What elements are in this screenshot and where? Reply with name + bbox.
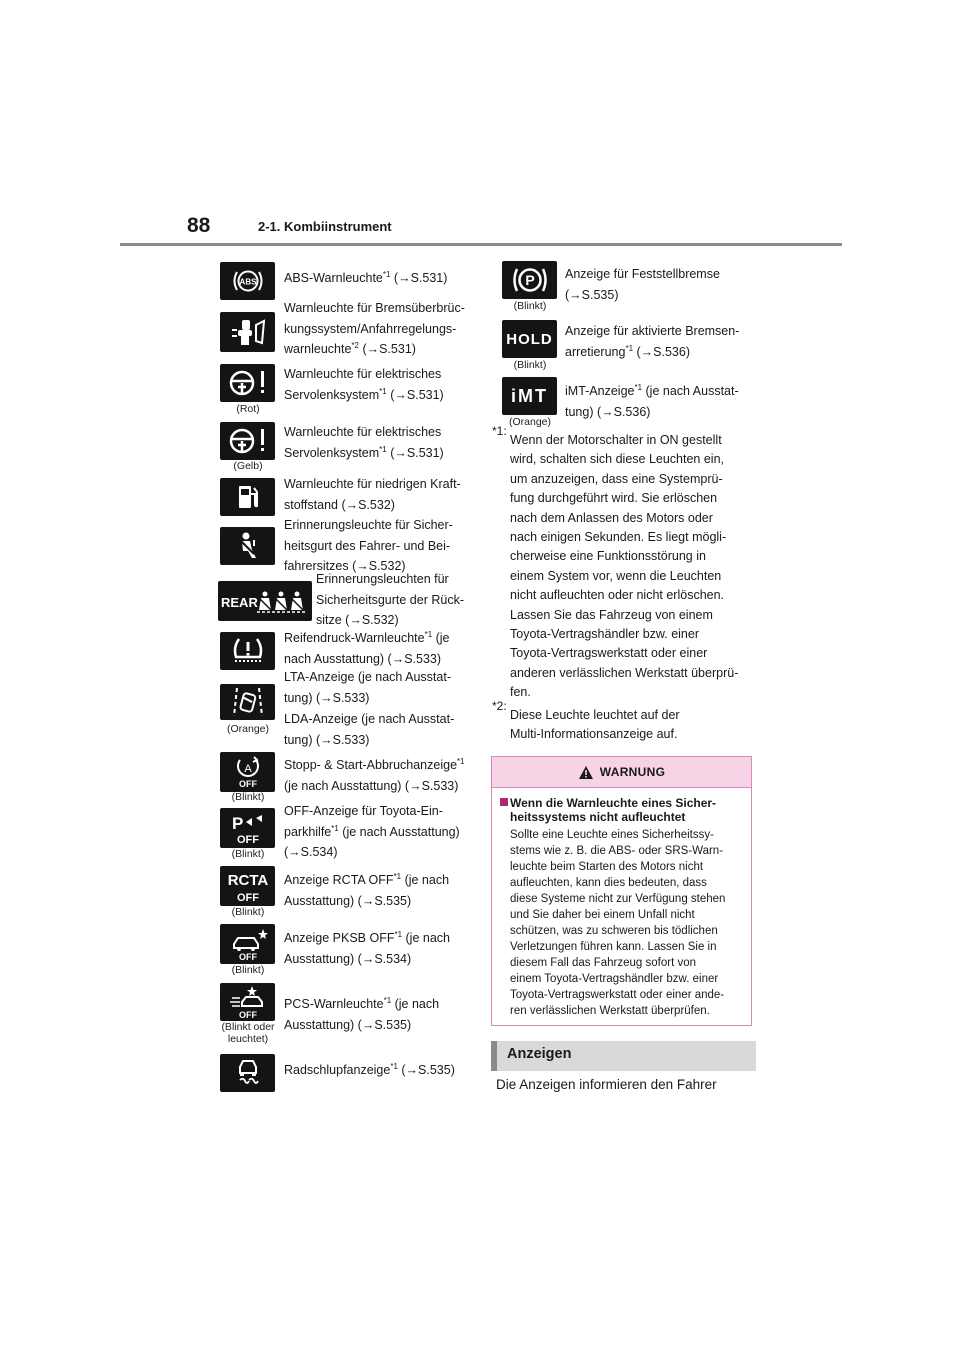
brake-override-warning-icon xyxy=(220,312,275,352)
icon-caption: (Blinkt) xyxy=(231,964,265,976)
warning-triangle-icon xyxy=(578,765,594,780)
section-title: Anzeigen xyxy=(507,1046,572,1062)
off-label: OFF xyxy=(238,1010,257,1020)
row-description: Warnleuchte für niedrigen Kraft- stoffstand (→S.532) xyxy=(284,477,461,512)
row-description: Erinnerungsleuchte für Sicher- heitsgurt des Fahrer- und Bei- fahrersitzes (→S.532) xyxy=(284,518,453,573)
abs-warning-icon xyxy=(220,262,275,300)
row-description: PCS-Warnleuchte$^{*1}$ (je nach Ausstattung) (→S.535) xyxy=(284,995,440,1032)
page-number: 88 xyxy=(187,214,211,237)
row-description: Erinnerungsleuchten für Sicherheitsgurte der Rück- sitze (→S.532) xyxy=(316,572,464,627)
warning-heading: WARNUNG xyxy=(599,765,666,779)
imt-icon xyxy=(502,377,557,415)
row-description: Warnleuchte für elektrisches Servolenksystem$^{*1}$ (→S.531) xyxy=(284,425,444,460)
icon-caption: (Orange) xyxy=(508,416,551,428)
icon-caption: (Blinkt) xyxy=(231,848,265,860)
stop-start-off-icon xyxy=(220,752,275,792)
row-description: Anzeige PKSB OFF$^{*1}$ (je nach Ausstattung) (→S.534) xyxy=(284,929,450,966)
rcta-label: RCTA xyxy=(227,872,268,889)
section-title-box xyxy=(491,1041,756,1071)
pksb-off-icon xyxy=(220,924,275,964)
icon-caption: (Blinkt) xyxy=(513,359,547,371)
pcs-warning-icon xyxy=(220,983,275,1021)
seatbelt-front-icon xyxy=(220,527,275,565)
row-description: Radschlupfanzeige$^{*1}$ (→S.535) xyxy=(284,1061,455,1077)
svg-text:P: P xyxy=(524,272,535,288)
seatbelt-rear-icon xyxy=(218,581,312,621)
parking-brake-icon xyxy=(502,261,557,299)
tire-pressure-icon xyxy=(220,632,275,670)
warning-box xyxy=(491,756,752,1026)
warning-body: Sollte eine Leuchte eines Sicherheitssy- stems wie z. B. die ABS- oder SRS-Warn- leuchte beim Starten des Motors nicht aufleuchten, kann dies bedeuten, dass diese Systeme nicht zur Verfügung stehen und Sie daher bei einem Unfall nicht schützen, was zu schweren bis tödlichen Verletzungen führen kann. Lassen Sie in diesem Fall das Fahrzeug sofort von einem Toyota-Vertragshändler bzw. einer Toyota-Vertragswerkstatt oder einer ande- ren verlässlichen Werkstatt überprüfen. xyxy=(510,829,726,1017)
fuel-warning-icon xyxy=(220,478,275,516)
icon-caption: (Blinkt) xyxy=(231,791,265,803)
footnote-2: *2: Diese Leuchte leuchtet auf der Multi-Informationsanzeige auf. xyxy=(492,699,680,742)
footnote-1: *1: Wenn der Motorschalter in ON gestellt wird, schalten sich diese Leuchten ein, um anzuzeigen, dass eine Systemprü- fung durchgeführt wird. Sie erlöschen nach dem Anlassen des Motors oder nach einigen Sekunden. Es liegt mögli- cherweise eine Funktionsstörung in einem System vor, wenn die Leuchten nicht aufleuchten oder nicht erlöschen. Lassen Sie das Fahrzeug von einem Toyota-Vertragshändler bzw. einer Toyota-Vertragswerkstatt oder einer anderen verlässlichen Werkstatt überprü- fen. xyxy=(492,424,739,700)
brake-hold-icon xyxy=(502,320,557,358)
row-description: Anzeige RCTA OFF$^{*1}$ (je nach Ausstattung) (→S.535) xyxy=(284,871,450,908)
imt-label: iMT xyxy=(511,385,548,406)
icon-caption: (Gelb) xyxy=(233,460,263,472)
row-description: OFF-Anzeige für Toyota-Ein- parkhilfe$^{*1}$ (je nach Ausstattung) (→S.534) xyxy=(284,804,460,859)
row-description: Reifendruck-Warnleuchte$^{*1}$ (je nach Ausstattung) (→S.533) xyxy=(284,629,450,666)
slip-indicator-icon xyxy=(220,1054,275,1092)
icon-caption: (Orange) xyxy=(226,723,269,735)
warning-header xyxy=(492,757,751,788)
off-label: OFF xyxy=(236,834,259,846)
bullet-square-icon xyxy=(500,798,508,806)
rear-label: REAR xyxy=(221,595,258,610)
warning-title: Wenn die Warnleuchte eines Sicher- heitssystems nicht aufleuchtet xyxy=(510,796,717,824)
header-rule xyxy=(120,243,842,246)
row-description: Anzeige für aktivierte Bremsen- arretierung$^{*1}$ (→S.536) xyxy=(565,324,740,359)
svg-text:P: P xyxy=(231,814,243,833)
steering-warning-red-icon xyxy=(220,364,275,402)
icon-caption: (Rot) xyxy=(236,403,260,415)
hold-label: HOLD xyxy=(506,330,553,348)
row-description: LTA-Anzeige (je nach Ausstat- tung) (→S.533) LDA-Anzeige (je nach Ausstat- tung) (→S.533) xyxy=(284,670,455,747)
row-description: iMT-Anzeige$^{*1}$ (je nach Ausstat- tung) (→S.536) xyxy=(565,382,739,419)
icon-caption: (Blinkt oder leuchtet) xyxy=(221,1021,275,1045)
row-description: ABS-Warnleuchte$^{*1}$ (→S.531) xyxy=(284,269,448,285)
rcta-off-icon xyxy=(220,866,275,906)
parking-assist-off-icon xyxy=(220,808,275,848)
off-label: OFF xyxy=(236,892,259,904)
row-description: Warnleuchte für Bremsüberbrüc- kungssystem/Anfahrregelungs- warnleuchte$^{*2}$ (→S.531) xyxy=(284,301,465,356)
off-label: OFF xyxy=(238,779,257,789)
off-label: OFF xyxy=(238,952,257,962)
row-description: Stopp- & Start-Abbruchanzeige$^{*1}$ (je nach Ausstattung) (→S.533) xyxy=(284,756,465,793)
icon-caption: (Blinkt) xyxy=(513,300,547,312)
lane-assist-icon xyxy=(220,684,275,720)
steering-warning-yellow-icon xyxy=(220,422,275,460)
icon-caption: (Blinkt) xyxy=(231,906,265,918)
section-intro: Die Anzeigen informieren den Fahrer xyxy=(496,1077,717,1092)
row-description: Anzeige für Feststellbremse (→S.535) xyxy=(565,267,720,302)
a-label: A xyxy=(243,763,252,775)
row-description: Warnleuchte für elektrisches Servolenksystem$^{*1}$ (→S.531) xyxy=(284,367,444,402)
section-heading: 2-1. Kombiinstrument xyxy=(258,219,392,234)
svg-text:ABS: ABS xyxy=(239,277,256,287)
